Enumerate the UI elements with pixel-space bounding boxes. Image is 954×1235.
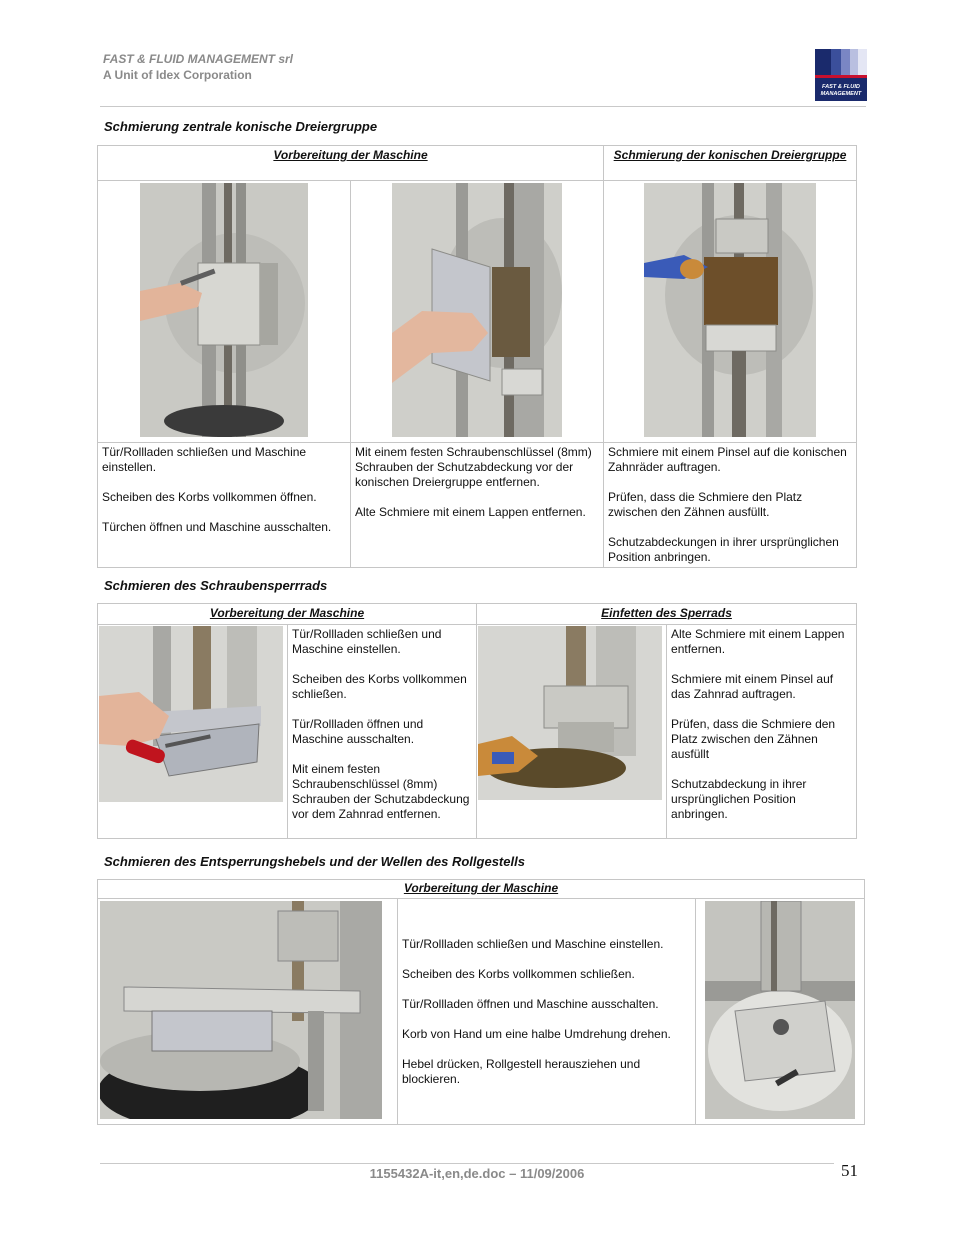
step-text: Tür/Rollladen öffnen und Maschine ausschalten. bbox=[402, 996, 659, 1011]
step-text: Alte Schmiere mit einem Lappen entfernen. bbox=[671, 627, 845, 656]
step-text: Prüfen, dass die Schmiere den Platz zwischen den Zähnen ausfüllt. bbox=[608, 490, 803, 519]
step-text: Schutzabdeckung in ihrer ursprünglichen Position anbringen. bbox=[671, 777, 807, 821]
section1-header-preparation: Vorbereitung der Maschine bbox=[98, 146, 604, 181]
section1-photo-2-cell bbox=[351, 181, 604, 443]
step-text: Tür/Rollladen schließen und Maschine einstellen. bbox=[102, 445, 307, 474]
section2-photo-1-cell bbox=[98, 625, 288, 839]
photo-screwdriver-guard bbox=[99, 626, 283, 802]
section3-table bbox=[97, 879, 865, 1125]
step-text: Tür/Rollladen öffnen und Maschine ausschalten. bbox=[292, 717, 424, 746]
header-divider bbox=[100, 106, 866, 107]
photo-greasing-ratchet bbox=[478, 626, 662, 800]
photo-greasing-bevel-gears bbox=[644, 183, 816, 437]
photo-guard-removed bbox=[392, 183, 562, 437]
logo-text-2: MANAGEMENT bbox=[820, 91, 862, 97]
photo-rack-lever bbox=[100, 901, 382, 1119]
section1-photo-3-cell bbox=[604, 181, 857, 443]
footer-divider bbox=[100, 1163, 834, 1164]
step-text: Prüfen, dass die Schmiere den Platz zwischen den Zähnen ausfüllt bbox=[671, 717, 836, 761]
step-text: Türchen öffnen und Maschine ausschalten. bbox=[102, 520, 332, 534]
step-text: Korb von Hand um eine halbe Umdrehung drehen. bbox=[402, 1026, 671, 1041]
step-text: Schutzabdeckungen in ihrer ursprünglichen Position anbringen. bbox=[608, 535, 839, 564]
step-text: Hebel drücken, Rollgestell herausziehen und blockieren. bbox=[402, 1056, 641, 1086]
document-reference: 1155432A-it,en,de.doc – 11/09/2006 bbox=[369, 1166, 585, 1181]
section3-header-preparation: Vorbereitung der Maschine bbox=[98, 880, 865, 899]
step-text: Alte Schmiere mit einem Lappen entfernen. bbox=[355, 505, 586, 519]
section3-photo-1-cell bbox=[98, 899, 398, 1125]
step-text: Mit einem festen Schraubenschlüssel (8mm) Schrauben der Schutzabdeckung vor dem Zahnrad entfernen. bbox=[292, 762, 470, 821]
company-logo bbox=[815, 49, 867, 101]
section2-photo-2-cell bbox=[477, 625, 667, 839]
section1-steps-1 bbox=[98, 443, 351, 568]
section2-header-greasing: Einfetten des Sperrads bbox=[477, 604, 857, 625]
section1-steps-3 bbox=[604, 443, 857, 568]
section1-photo-1-cell bbox=[98, 181, 351, 443]
section2-table bbox=[97, 603, 857, 839]
section3-title: Schmieren des Entsperrungshebels und der Wellen des Rollgestells bbox=[104, 854, 525, 869]
page-number: 51 bbox=[841, 1161, 858, 1180]
section2-title: Schmieren des Schraubensperrrads bbox=[104, 578, 328, 593]
section3-steps bbox=[398, 899, 696, 1125]
photo-wrench-opening-guard bbox=[140, 183, 308, 437]
logo-text-1: FAST & FLUID bbox=[822, 84, 860, 90]
step-text: Schmiere mit einem Pinsel auf das Zahnrad auftragen. bbox=[671, 672, 834, 701]
step-text: Scheiben des Korbs vollkommen öffnen. bbox=[102, 490, 317, 504]
company-unit: A Unit of Idex Corporation bbox=[103, 68, 252, 82]
section2-steps-right bbox=[667, 625, 857, 839]
photo-basket-rack-top-view bbox=[705, 901, 855, 1119]
step-text: Schmiere mit einem Pinsel auf die konischen Zahnräder auftragen. bbox=[608, 445, 847, 474]
section1-steps-2 bbox=[351, 443, 604, 568]
section1-header-lubrication: Schmierung der konischen Dreiergruppe bbox=[604, 146, 857, 181]
section3-photo-2-cell bbox=[696, 899, 865, 1125]
step-text: Tür/Rollladen schließen und Maschine einstellen. bbox=[402, 936, 664, 951]
step-text: Tür/Rollladen schließen und Maschine einstellen. bbox=[292, 627, 442, 656]
section1-table bbox=[97, 145, 857, 568]
section1-title: Schmierung zentrale konische Dreiergruppe bbox=[104, 119, 378, 134]
step-text: Scheiben des Korbs vollkommen schließen. bbox=[292, 672, 467, 701]
company-name: FAST & FLUID MANAGEMENT srl bbox=[103, 52, 294, 66]
section2-steps-left bbox=[288, 625, 477, 839]
step-text: Mit einem festen Schraubenschlüssel (8mm) Schrauben der Schutzabdeckung vor der konischen Dreiergruppe entfernen. bbox=[355, 445, 592, 489]
section2-header-preparation: Vorbereitung der Maschine bbox=[98, 604, 477, 625]
step-text: Scheiben des Korbs vollkommen schließen. bbox=[402, 966, 635, 981]
